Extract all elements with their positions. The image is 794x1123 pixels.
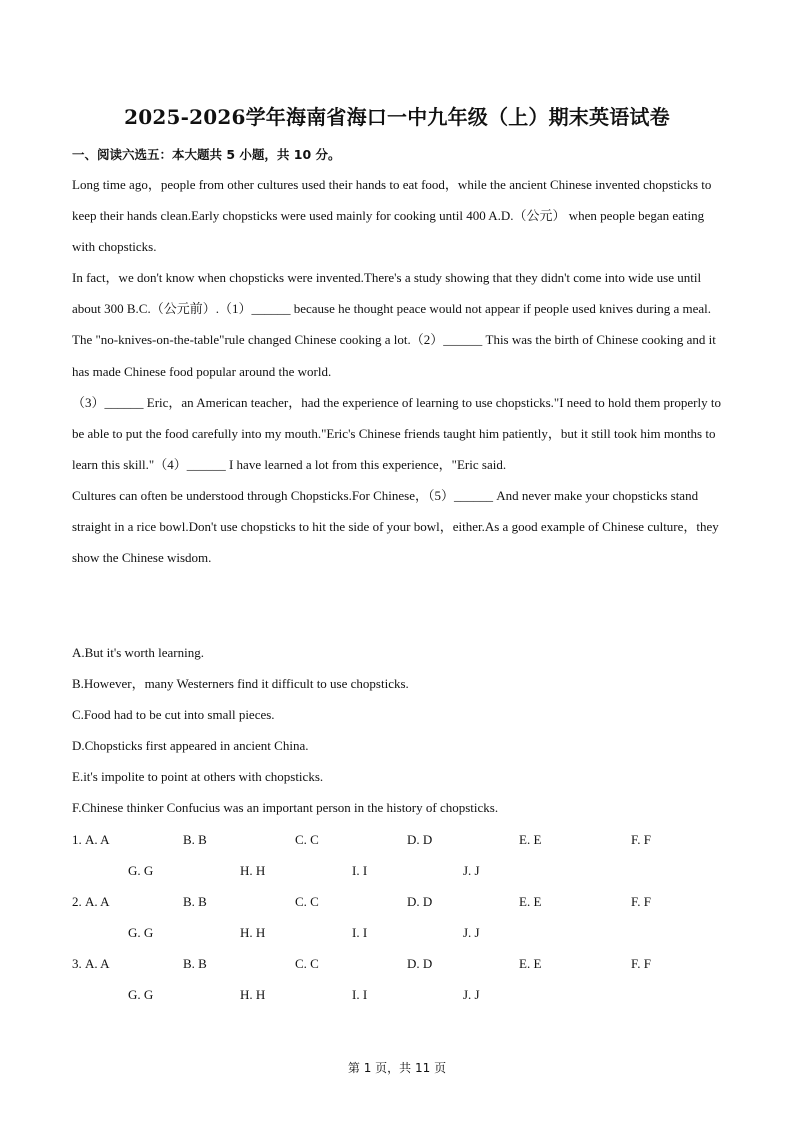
passage-paragraph: Cultures can often be understood through Chopsticks.For Chinese，（5）______ And never make your chopsticks stand straight in a rice bowl.Don't use chopsticks to hit the side of your bowl，either.As a good example of Chinese culture，they show the Chinese wisdom.: [72, 487, 719, 566]
choice-j[interactable]: J. J: [463, 987, 480, 1002]
option-item: F.Chinese thinker Confucius was an important person in the history of chopsticks.: [72, 800, 499, 816]
choice-a[interactable]: A. A: [85, 956, 110, 971]
option-item: E.it's impolite to point at others with chopsticks.: [72, 769, 324, 785]
passage-paragraph: （3）______ Eric，an American teacher，had the experience of learning to use chopsticks."I need to hold them properly to be able to put the food carefully into my mouth."Eric's Chinese friends taught him patiently，but it still took him months to learn this skill."（4）______ I have learned a lot from this experience，"Eric said.: [72, 394, 721, 472]
choice-f[interactable]: F. F: [631, 956, 651, 971]
question-2: [72, 894, 724, 956]
passage-paragraph: In fact，we don't know when chopsticks were invented.There's a study showing that they didn't come into wide use until about 300 B.C.（公元前）.（1）______ because he thought peace would not appear if people used knives during a meal.: [72, 270, 712, 317]
choice-d[interactable]: D. D: [407, 894, 433, 909]
choice-i[interactable]: I. I: [352, 925, 368, 940]
choice-d[interactable]: D. D: [407, 956, 433, 971]
choice-g[interactable]: G. G: [128, 987, 154, 1002]
choice-c[interactable]: C. C: [295, 832, 319, 847]
choice-j[interactable]: J. J: [463, 863, 480, 878]
choice-i[interactable]: I. I: [352, 863, 368, 878]
question-number: 3.: [72, 956, 82, 971]
passage-paragraph: The "no-knives-on-the-table"rule changed Chinese cooking a lot.（2）______ This was the birth of Chinese cooking and it has made Chinese food popular around the world.: [72, 332, 716, 379]
choice-g[interactable]: G. G: [128, 863, 154, 878]
question-number: 2.: [72, 894, 82, 909]
choice-e[interactable]: E. E: [519, 894, 542, 909]
option-item: A.But it's worth learning.: [72, 645, 204, 660]
choice-f[interactable]: F. F: [631, 832, 651, 847]
choice-b[interactable]: B. B: [183, 894, 207, 909]
choice-h[interactable]: H. H: [240, 925, 266, 940]
answer-options: [72, 637, 724, 824]
page-footer: 第 1 页，共 11 页: [347, 1061, 447, 1075]
choice-b[interactable]: B. B: [183, 956, 207, 971]
choice-a[interactable]: A. A: [85, 894, 110, 909]
choice-f[interactable]: F. F: [631, 894, 651, 909]
choice-i[interactable]: I. I: [352, 987, 368, 1002]
option-item: B.However，many Westerners find it difficult to use chopsticks.: [72, 676, 409, 692]
choice-c[interactable]: C. C: [295, 956, 319, 971]
choice-a[interactable]: A. A: [85, 832, 110, 847]
choice-j[interactable]: J. J: [463, 925, 480, 940]
passage-paragraph: Long time ago，people from other cultures used their hands to eat food，while the ancient Chinese invented chopsticks to keep their hands clean.Early chopsticks were used mainly for cooking until 400 A.D.（公元） when people began eating with chopsticks.: [72, 177, 712, 255]
choice-e[interactable]: E. E: [519, 832, 542, 847]
question-3: [72, 956, 724, 1018]
section-heading: 一、阅读六选五：本大题共 5 小题，共 10 分。: [72, 147, 341, 162]
choice-g[interactable]: G. G: [128, 925, 154, 940]
choice-e[interactable]: E. E: [519, 956, 542, 971]
choice-c[interactable]: C. C: [295, 894, 319, 909]
choice-d[interactable]: D. D: [407, 832, 433, 847]
choice-h[interactable]: H. H: [240, 987, 266, 1002]
question-1: [72, 832, 724, 894]
option-item: C.Food had to be cut into small pieces.: [72, 707, 275, 723]
choice-b[interactable]: B. B: [183, 832, 207, 847]
choice-h[interactable]: H. H: [240, 863, 266, 878]
option-item: D.Chopsticks first appeared in ancient China.: [72, 738, 309, 754]
question-number: 1.: [72, 832, 82, 847]
page-title: 2025-2026学年海南省海口一中九年级（上）期末英语试卷: [124, 105, 670, 129]
reading-passage: [72, 169, 724, 573]
